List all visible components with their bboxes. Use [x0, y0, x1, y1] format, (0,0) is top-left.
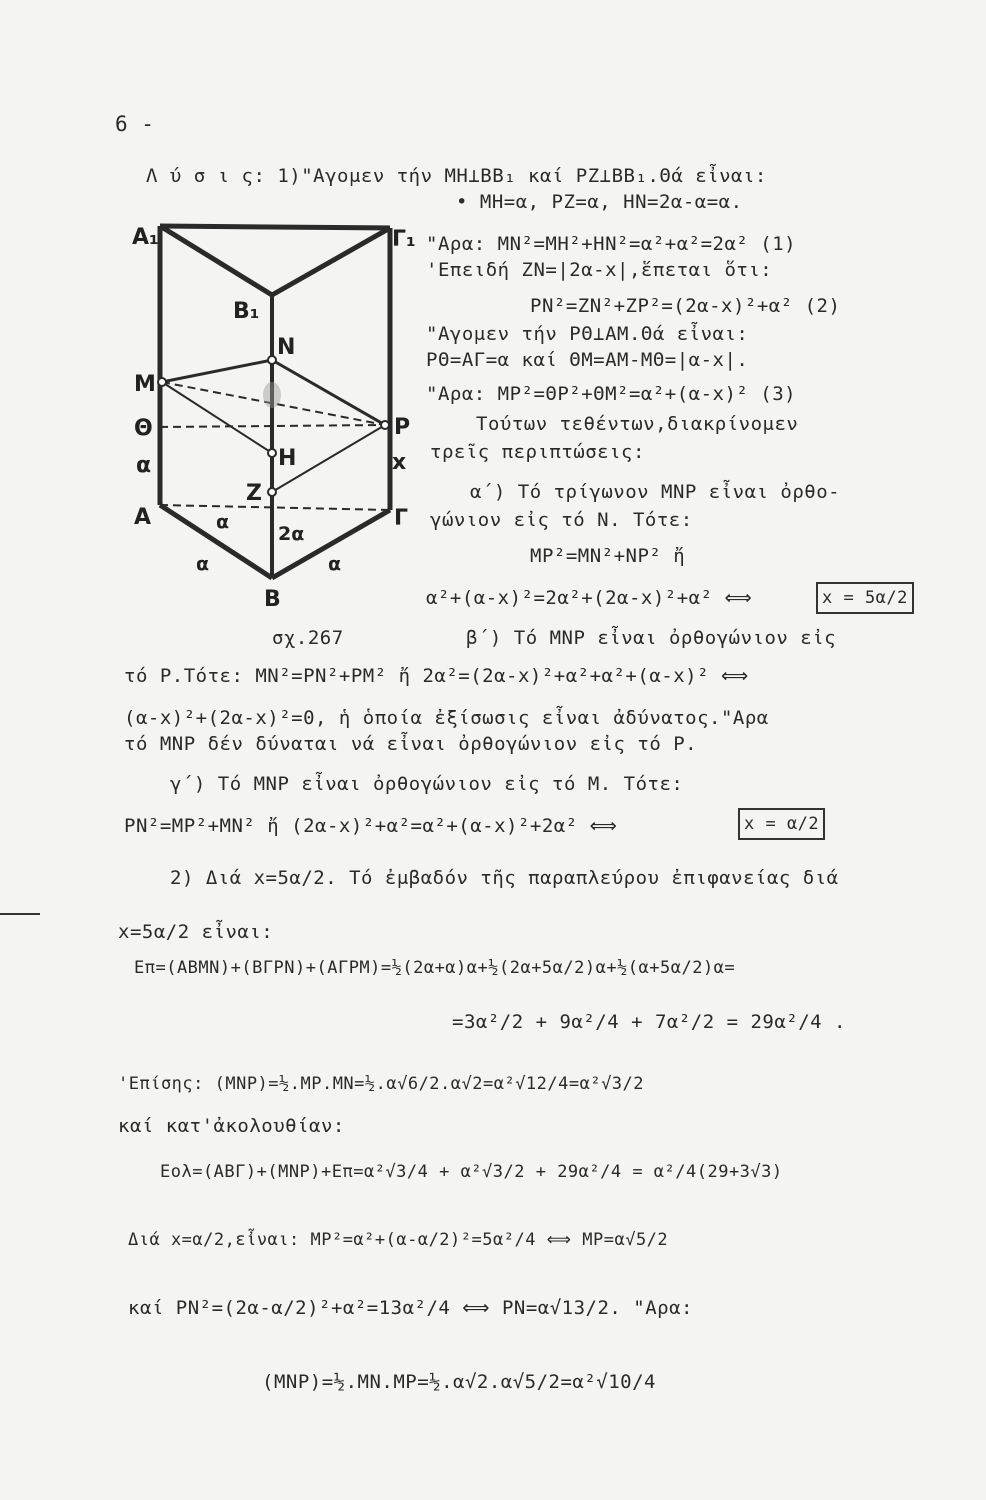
text-line-26: καί κατ'ἀκολουθίαν:: [118, 1115, 345, 1137]
label-theta: Θ: [134, 416, 153, 441]
text-line-4: 'Επειδή ΖΝ=|2α-x|,ἕπεται ὅτι:: [426, 259, 773, 281]
label-a-right-side: α: [328, 553, 342, 575]
point-z: [268, 488, 276, 496]
text-line-21: 2) Διά x=5α/2. Τό ἐμβαδόν τῆς παραπλεύρου ἐπιφανείας διά: [170, 867, 839, 889]
page-number: 6 -: [115, 112, 155, 136]
label-a: A: [134, 505, 152, 530]
segment-np: [272, 360, 385, 425]
text-line-11: α΄) Τό τρίγωνον ΜΝΡ εἶναι ὀρθο-: [470, 481, 841, 503]
text-line-10: τρεῖς περιπτώσεις:: [430, 441, 645, 463]
label-p: P: [394, 415, 411, 440]
label-b1: B₁: [233, 299, 260, 324]
edge-a1g1: [160, 226, 390, 228]
label-alpha-left: α: [136, 453, 152, 478]
label-a-base: α: [216, 511, 230, 533]
point-p: [381, 421, 389, 429]
prism-figure: [120, 210, 420, 660]
text-line-22: x=5α/2 εἶναι:: [118, 921, 274, 943]
text-line-15: β΄) Τό ΜΝΡ εἶναι ὀρθογώνιον εἰς: [466, 627, 837, 649]
label-a1: A₁: [132, 225, 159, 250]
answer-box-2: x = α/2: [738, 808, 825, 840]
shading-smudge: [263, 382, 281, 408]
text-line-19: γ΄) Τό ΜΝΡ εἶναι ὀρθογώνιον εἰς τό Μ. Τότε:: [170, 773, 684, 795]
segment-mn: [162, 360, 272, 382]
label-h: H: [278, 446, 297, 471]
text-line-6: "Αγομεν τήν ΡΘ⊥ΑΜ.Θά εἶναι:: [426, 323, 749, 345]
text-line-2: • ΜΗ=α, ΡΖ=α, ΗΝ=2α-α=α.: [456, 191, 743, 213]
text-line-17: (α-x)²+(2α-x)²=0, ἡ ὁποία ἐξίσωσις εἶναι ἀδύνατος."Αρα: [124, 707, 769, 729]
text-line-1: Λ ύ σ ι ς: 1)"Αγομεν τήν ΜΗ⊥ΒΒ₁ καί ΡΖ⊥ΒΒ₁.Θά εἶναι:: [146, 165, 767, 187]
text-line-5: ΡΝ²=ΖΝ²+ΖΡ²=(2α-x)²+α² (2): [530, 295, 841, 317]
text-line-8: "Αρα: ΜΡ²=ΘΡ²+ΘΜ²=α²+(α-x)² (3): [426, 383, 797, 405]
edge-g1b1: [272, 228, 390, 295]
text-line-28: Διά x=α/2,εἶναι: ΜΡ²=α²+(α-α/2)²=5α²/4 ⟺ ΜΡ=α√5/2: [128, 1230, 669, 1250]
text-line-16: τό Ρ.Τότε: ΜΝ²=ΡΝ²+ΡΜ² ἤ 2α²=(2α-x)²+α²+α²+(α-x)² ⟺: [124, 665, 749, 687]
text-line-24: =3α²/2 + 9α²/4 + 7α²/2 = 29α²/4 .: [452, 1011, 846, 1033]
label-2a: 2α: [278, 523, 305, 545]
label-z: Z: [246, 481, 262, 506]
figure-caption: σχ.267: [272, 627, 344, 649]
answer-box-1: x = 5α/2: [816, 582, 914, 614]
text-line-14: α²+(α-x)²=2α²+(2α-x)²+α² ⟺: [426, 587, 753, 609]
text-line-9: Τούτων τεθέντων,διακρίνομεν: [476, 413, 799, 435]
text-line-7: ΡΘ=ΑΓ=α καί ΘΜ=ΑΜ-ΜΘ=|α-x|.: [426, 349, 749, 371]
edge-a1b1: [160, 226, 272, 295]
label-m: M: [134, 372, 156, 397]
point-n: [268, 356, 276, 364]
point-m: [158, 378, 166, 386]
label-b: B: [264, 587, 281, 612]
text-line-29: καί ΡΝ²=(2α-α/2)²+α²=13α²/4 ⟺ ΡΝ=α√13/2. "Αρα:: [128, 1297, 693, 1319]
text-line-3: "Αρα: ΜΝ²=ΜΗ²+ΗΝ²=α²+α²=2α² (1): [426, 233, 797, 255]
label-g1: Γ₁: [392, 227, 416, 252]
point-h: [268, 449, 276, 457]
label-n: N: [277, 335, 296, 360]
text-line-23: Επ=(ΑΒΜΝ)+(ΒΓΡΝ)+(ΑΓΡΜ)=½(2α+α)α+½(2α+5α/2)α+½(α+5α/2)α=: [134, 958, 736, 978]
text-line-20: ΡΝ²=ΜΡ²+ΜΝ² ἤ (2α-x)²+α²=α²+(α-x)²+2α² ⟺: [124, 815, 618, 837]
text-line-12: γώνιον εἰς τό Ν. Τότε:: [430, 509, 693, 531]
edge-ag-hidden: [160, 505, 390, 510]
label-a-left-side: α: [196, 553, 210, 575]
margin-mark: [0, 913, 40, 915]
label-g: Γ: [394, 506, 409, 531]
text-line-13: ΜΡ²=ΜΝ²+ΝΡ² ἤ: [530, 545, 686, 567]
text-line-30: (ΜΝΡ)=½.ΜΝ.ΜΡ=½.α√2.α√5/2=α²√10/4: [262, 1371, 656, 1393]
text-line-27: Εολ=(ΑΒΓ)+(ΜΝΡ)+Επ=α²√3/4 + α²√3/2 + 29α²/4 = α²/4(29+3√3): [160, 1162, 783, 1182]
label-x: x: [392, 450, 407, 475]
text-line-25: 'Επίσης: (ΜΝΡ)=½.ΜΡ.ΜΝ=½.α√6/2.α√2=α²√12/4=α²√3/2: [118, 1074, 645, 1094]
text-line-18: τό ΜΝΡ δέν δύναται νά εἶναι ὀρθογώνιον εἰς τό Ρ.: [124, 733, 698, 755]
